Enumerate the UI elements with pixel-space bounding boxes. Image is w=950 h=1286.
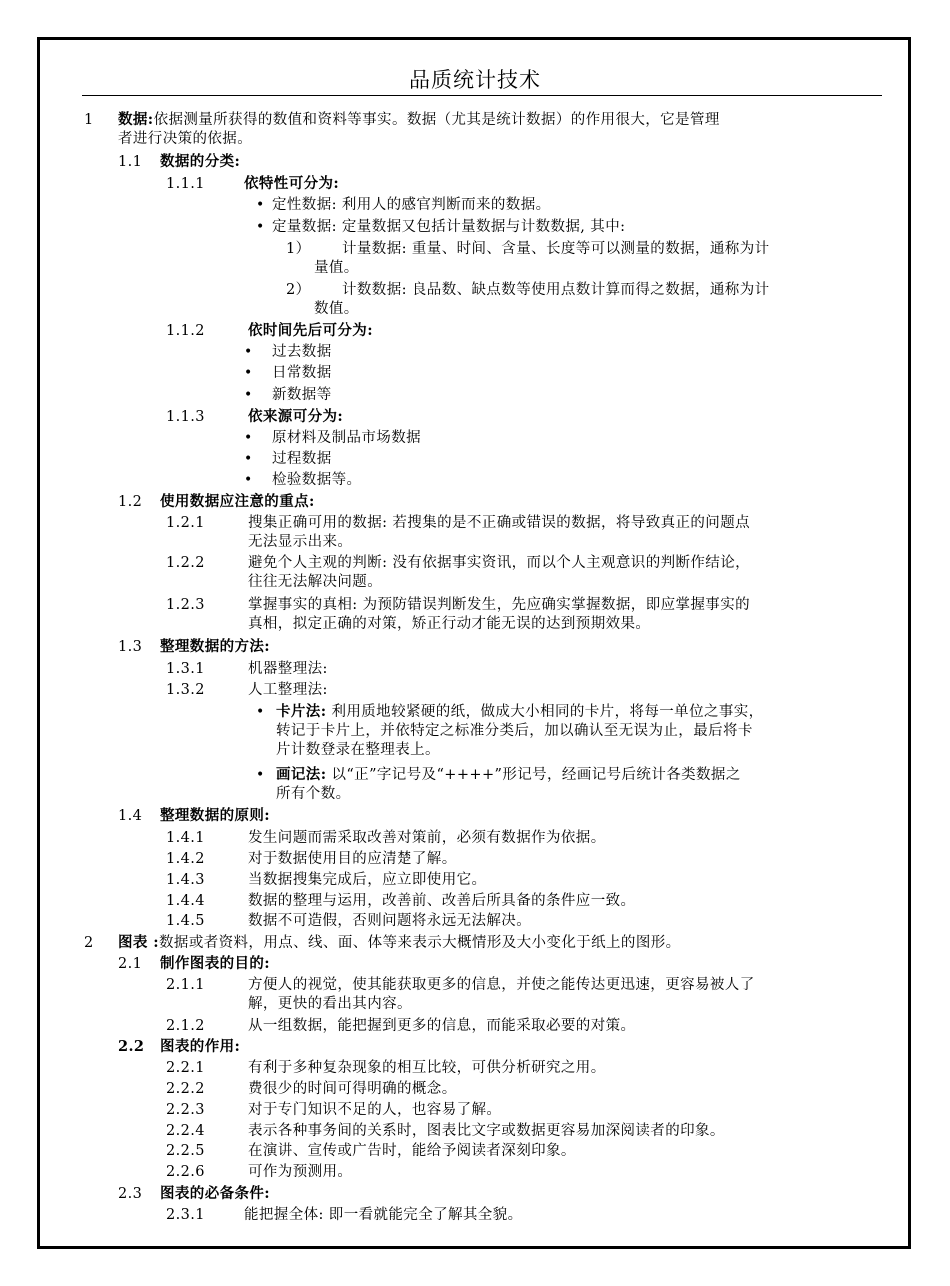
item-text: 往往无法解决问题。 <box>248 574 383 590</box>
item-number: 1.2.1 <box>166 515 205 531</box>
bullet-icon: • <box>244 344 253 360</box>
bullet-heading: 画记法: <box>276 766 327 783</box>
bullet-icon: • <box>256 704 265 720</box>
item-text: 避免个人主观的判断: 没有依据事实资讯，而以个人主观意识的判断作结论， <box>248 555 750 571</box>
list-text: 数值。 <box>314 301 359 317</box>
item-text: 机器整理法: <box>248 661 328 677</box>
item-number: 1.4.3 <box>166 872 205 888</box>
subsection-number: 1.4 <box>118 808 143 824</box>
section-number: 1 <box>84 112 94 128</box>
item-text: 人工整理法: <box>248 682 328 698</box>
bullet-text: 定性数据: 利用人的感官判断而来的数据。 <box>272 197 551 213</box>
item-text: 有利于多种复杂现象的相互比较，可供分析研究之用。 <box>248 1060 606 1076</box>
subsection-number: 1.2 <box>118 494 143 510</box>
subsection-heading: 整理数据的方法: <box>160 638 271 655</box>
bullet-text <box>276 703 764 721</box>
item-text: 解，更快的看出其内容。 <box>248 996 412 1012</box>
item-number: 1.2.2 <box>166 555 205 571</box>
paragraph-line: 数据或者资料，用点、线、面、体等来表示大概情形及大小变化于纸上的图形。 <box>159 935 681 951</box>
item-number: 2.3.1 <box>166 1207 205 1223</box>
subsection-number: 2.2 <box>118 1038 145 1055</box>
title-underline <box>82 95 882 96</box>
list-text: 量值。 <box>314 260 359 276</box>
bullet-text: 转记于卡片上，并依特定之标准分类后，加以确认至无误为止，最后将卡 <box>276 723 753 739</box>
bullet-icon: • <box>244 387 253 403</box>
bullet-heading: 卡片法: <box>276 703 327 720</box>
item-number: 1.2.3 <box>166 597 205 613</box>
item-text: 方便人的视觉，使其能获取更多的信息，并使之能传达更迅速，更容易被人了 <box>248 977 755 993</box>
section-paragraph <box>118 934 681 952</box>
list-text: 计量数据: 重量、时间、含量、长度等可以测量的数据，通称为计 <box>342 241 770 257</box>
item-number: 2.1.1 <box>166 977 205 993</box>
section-number: 2 <box>84 935 94 951</box>
bullet-icon: • <box>244 451 253 467</box>
bullet-text: 定量数据: 定量数据又包括计量数据与计数数据, 其中: <box>272 219 626 235</box>
bullet-line: 利用质地较紧硬的纸，做成大小相同的卡片，将每一单位之事实， <box>331 704 764 720</box>
bullet-icon: • <box>256 767 265 783</box>
bullet-text: 片计数登录在整理表上。 <box>276 742 440 758</box>
subsection-heading: 图表的作用: <box>160 1038 241 1055</box>
item-number: 1.1.2 <box>166 323 205 339</box>
item-text: 可作为预测用。 <box>248 1164 353 1180</box>
bullet-text: 过去数据 <box>272 344 332 360</box>
item-number: 2.2.2 <box>166 1081 205 1097</box>
item-text: 从一组数据，能把握到更多的信息，而能采取必要的对策。 <box>248 1018 636 1034</box>
subsection-heading: 数据的分类: <box>160 153 241 170</box>
item-text: 费很少的时间可得明确的概念。 <box>248 1081 457 1097</box>
subsection-number: 1.1 <box>118 154 143 170</box>
list-number: 1） <box>286 241 311 257</box>
document-title: 品质统计技术 <box>409 68 541 92</box>
item-text: 数据不可造假，否则问题将永远无法解决。 <box>248 913 532 929</box>
item-number: 2.2.1 <box>166 1060 205 1076</box>
bullet-text: 过程数据 <box>272 451 332 467</box>
subsection-heading: 整理数据的原则: <box>160 807 271 824</box>
item-number: 1.1.1 <box>166 176 205 192</box>
item-number: 2.2.3 <box>166 1102 205 1118</box>
item-text: 真相，拟定正确的对策，矫正行动才能无误的达到预期效果。 <box>248 616 651 632</box>
item-heading: 依特性可分为: <box>244 175 340 192</box>
subsection-heading: 使用数据应注意的重点: <box>160 493 315 510</box>
bullet-icon: • <box>244 472 253 488</box>
item-heading: 依时间先后可分为: <box>248 322 373 339</box>
bullet-line: 以“正”字记号及“++++”形记号，经画记号后统计各类数据之 <box>331 767 741 783</box>
bullet-icon: • <box>256 197 265 213</box>
subsection-number: 2.1 <box>118 956 143 972</box>
section-paragraph <box>118 111 720 129</box>
item-text: 对于专门知识不足的人，也容易了解。 <box>248 1102 502 1118</box>
paragraph-line: 者进行决策的依据。 <box>118 131 253 147</box>
item-text: 能把握全体: 即一看就能完全了解其全貌。 <box>244 1207 523 1223</box>
subsection-number: 1.3 <box>118 639 143 655</box>
section-heading: 数据: <box>118 111 154 128</box>
subsection-heading: 制作图表的目的: <box>160 955 271 972</box>
item-number: 1.3.2 <box>166 682 205 698</box>
bullet-text: 日常数据 <box>272 365 332 381</box>
item-text: 对于数据使用目的应清楚了解。 <box>248 851 457 867</box>
item-number: 1.4.5 <box>166 913 205 929</box>
bullet-text: 新数据等 <box>272 387 332 403</box>
item-text: 表示各种事务间的关系时，图表比文字或数据更容易加深阅读者的印象。 <box>248 1123 725 1139</box>
item-text: 数据的整理与运用，改善前、改善后所具备的条件应一致。 <box>248 893 636 909</box>
bullet-text: 所有个数。 <box>276 786 351 802</box>
list-number: 2） <box>286 282 311 298</box>
subsection-number: 2.3 <box>118 1186 143 1202</box>
item-number: 1.4.2 <box>166 851 205 867</box>
item-text: 发生问题而需采取改善对策前，必须有数据作为依据。 <box>248 830 606 846</box>
item-text: 搜集正确可用的数据: 若搜集的是不正确或错误的数据，将导致真正的问题点 <box>248 515 750 531</box>
item-number: 1.4.1 <box>166 830 205 846</box>
item-text: 当数据搜集完成后，应立即使用它。 <box>248 872 487 888</box>
item-number: 2.1.2 <box>166 1018 205 1034</box>
bullet-text: 原材料及制品市场数据 <box>272 430 421 446</box>
bullet-text <box>276 766 741 784</box>
item-number: 2.2.4 <box>166 1123 205 1139</box>
item-number: 1.1.3 <box>166 409 205 425</box>
bullet-text: 检验数据等。 <box>272 472 362 488</box>
item-number: 2.2.6 <box>166 1164 205 1180</box>
list-text: 计数数据: 良品数、缺点数等使用点数计算而得之数据，通称为计 <box>342 282 770 298</box>
bullet-icon: • <box>256 219 265 235</box>
item-number: 1.3.1 <box>166 661 205 677</box>
paragraph-line: 依据测量所获得的数值和资料等事实。数据（尤其是统计数据）的作用很大，它是管理 <box>153 112 720 128</box>
item-heading: 依来源可分为: <box>248 408 344 425</box>
bullet-icon: • <box>244 365 253 381</box>
item-text: 无法显示出来。 <box>248 534 353 550</box>
item-number: 2.2.5 <box>166 1143 205 1159</box>
section-heading: 图表 : <box>118 934 160 951</box>
subsection-heading: 图表的必备条件: <box>160 1185 271 1202</box>
item-number: 1.4.4 <box>166 893 205 909</box>
item-text: 在演讲、宣传或广告时，能给予阅读者深刻印象。 <box>248 1143 576 1159</box>
bullet-icon: • <box>244 430 253 446</box>
item-text: 掌握事实的真相: 为预防错误判断发生，先应确实掌握数据，即应掌握事实的 <box>248 597 750 613</box>
